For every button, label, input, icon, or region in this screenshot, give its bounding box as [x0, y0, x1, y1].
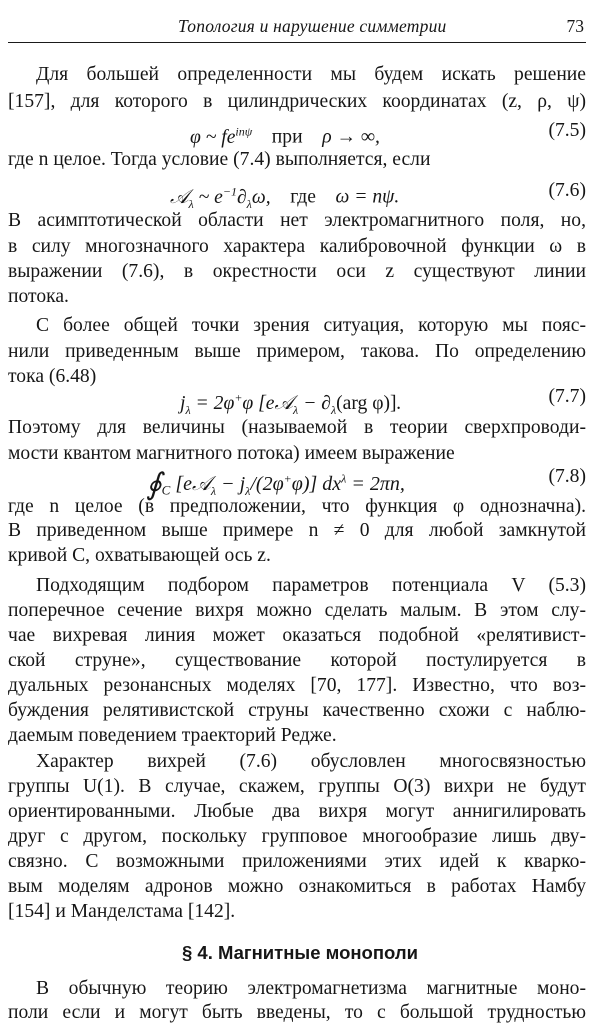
equation-number: (7.7): [548, 386, 586, 407]
text-line: друг с другом, поскольку групповое многообразие лишь дву-: [8, 826, 586, 847]
text-line: [157], для которого в цилиндрических координатах (z, ρ, ψ): [8, 91, 586, 112]
text-line: Поэтому для величины (называемой в теории сверхпроводи-: [8, 417, 586, 438]
text-line: где n целое (в предположении, что функция φ однозначна).: [8, 496, 586, 517]
text-line: кривой C, охватывающей ось z.: [8, 545, 271, 566]
text-line: нили приведенным выше примером, такова. По определению: [8, 341, 586, 362]
running-title: Топология и нарушение симметрии: [178, 16, 447, 36]
text-line: вым моделям адронов можно ознакомиться в работах Намбу: [8, 876, 586, 897]
text-line: в силу многозначного характера калибровочной функции ω в: [8, 236, 586, 257]
text-line: мости квантом магнитного потока) имеем выражение: [8, 443, 455, 464]
text-line: ориентированными. Любые два вихря могут аннигилировать: [8, 801, 586, 822]
text-line: дуальных резонансных моделях [70, 177]. Известно, что воз-: [8, 675, 586, 696]
text-line: где n целое. Тогда условие (7.4) выполняется, если: [8, 149, 431, 170]
equation-7-6: 𝒜$_\lambda$ ~ $e^{-1}\partial_\lambda\omega$, где ω = nψ.: [170, 184, 400, 211]
equation-7-8: $∮_C$ [e𝒜$_\lambda$ − $j_\lambda/(2\varphi^+\varphi)$] $dx^\lambda = 2\pi n$,: [146, 468, 405, 502]
text-line: В обычную теорию электромагнетизма магнитные моно-: [36, 978, 586, 999]
text-line: Для большей определенности мы будем искать решение: [36, 64, 586, 85]
text-line: чае вихревая линия может оказаться подобной «релятивист-: [8, 625, 586, 646]
text-line: поперечное сечение вихря можно сделать малым. В этом слу-: [8, 600, 586, 621]
page-number: 73: [566, 16, 584, 36]
equation-number: (7.8): [548, 466, 586, 487]
equation-number: (7.5): [548, 120, 586, 141]
text-line: С более общей точки зрения ситуация, которую мы пояс-: [36, 315, 586, 336]
text-line: буждения релятивистской струны качественно схожи с наблю-: [8, 700, 586, 721]
text-line: Подходящим подбором параметров потенциала V (5.3): [36, 575, 586, 596]
text-line: даемым поведением траекторий Редже.: [8, 725, 337, 746]
text-line: поли если и могут быть введены, то с большой трудностью: [8, 1002, 586, 1023]
page-header: [8, 12, 586, 43]
text-line: Характер вихрей (7.6) обусловлен многосвязностью: [36, 751, 586, 772]
text-line: потока.: [8, 286, 69, 307]
text-line: [154] и Манделстама [142].: [8, 901, 236, 922]
section-heading: § 4. Магнитные монополи: [182, 942, 418, 963]
text-line: связно. С возможными приложениями этих идей к кварко-: [8, 851, 586, 872]
text-line: В асимптотической области нет электромагнитного поля, но,: [8, 210, 586, 231]
text-line: выражении (7.6), в окрестности оси z существуют линии: [8, 261, 586, 282]
text-line: В приведенном выше примере n ≠ 0 для любой замкнутой: [8, 520, 586, 541]
equation-number: (7.6): [548, 180, 586, 201]
equation-7-7: $j_\lambda = 2\varphi^+\varphi$ [e𝒜$_\lambda$ − $\partial_\lambda(arg$ φ)].: [180, 390, 402, 417]
equation-7-5: φ ~ $fe^{in\psi}$ при ρ → ∞,: [190, 124, 380, 148]
text-line: группы U(1). В случае, скажем, группы O(3) вихри не будут: [8, 776, 586, 797]
text-line: тока (6.48): [8, 366, 97, 387]
text-line: ской струне», существование которой постулируется в: [8, 650, 586, 671]
